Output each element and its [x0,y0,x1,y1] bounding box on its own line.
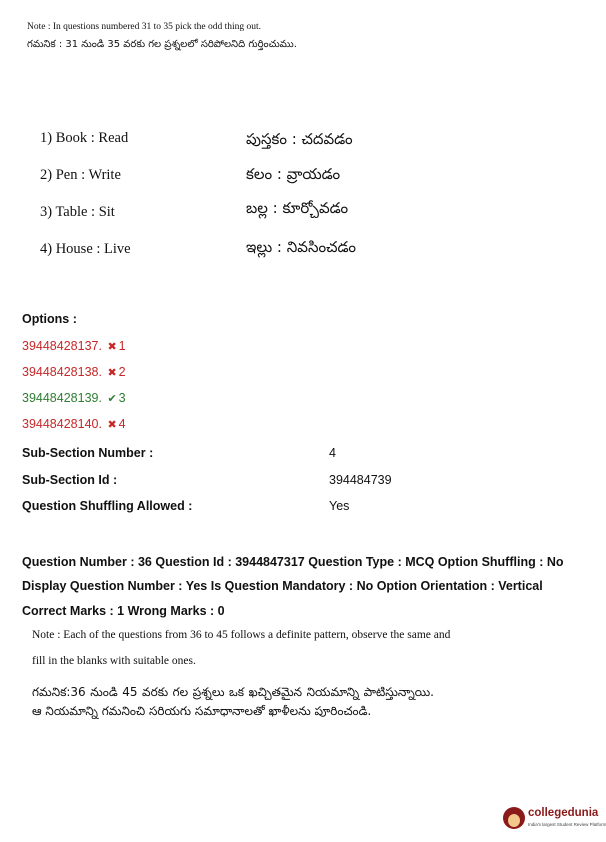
subsection-number-value: 4 [329,446,336,460]
question-shuffling-value: Yes [329,499,350,513]
item-3-english: 3) Table : Sit [40,204,115,220]
option-id: 39448428137. [22,339,102,353]
item-1-telugu: పుస్తకం : చదవడం [246,130,353,148]
option-3 [22,391,126,405]
question-shuffling-label: Question Shuffling Allowed : [22,499,193,513]
question-meta-line-2: Display Question Number : Yes Is Question Mandatory : No Option Orientation : Vertical [22,579,543,593]
item-2-english: 2) Pen : Write [40,167,121,183]
option-answer: 4 [118,417,126,431]
option-answer: 1 [118,339,126,353]
logo-tagline: India's largest Student Review Platform [528,822,606,827]
check-icon: ✔ [107,393,117,405]
option-answer: 3 [118,391,126,405]
subsection-id-label: Sub-Section Id : [22,473,118,487]
item-1-english: 1) Book : Read [40,130,129,146]
option-answer: 2 [118,365,126,379]
question-meta-line-3: Correct Marks : 1 Wrong Marks : 0 [22,604,225,618]
cross-icon: ✖ [107,367,117,379]
instruction-english-line-1: Note : Each of the questions from 36 to 45 follows a definite pattern, observe the same and [32,629,451,641]
item-4-telugu: ఇల్లు : నివసించడం [246,238,356,256]
option-1 [22,339,126,353]
note-telugu: గమనిక : 31 నుండి 35 వరకు గల ప్రశ్నలలో సరిపోలనిది గుర్తించుము. [27,39,297,50]
subsection-number-label: Sub-Section Number : [22,446,154,460]
instruction-telugu: గమనిక:36 నుండి 45 వరకు గల ప్రశ్నలు ఒక ఖచ్చితమైన నియమాన్ని పాటిస్తున్నాయి. ఆ నియమాన్ని గమనించి సరియగు సమాధానాలతో ఖాళీలను పూరించండి. [32,685,434,718]
option-id: 39448428140. [22,417,102,431]
options-heading: Options : [22,312,77,326]
option-id: 39448428138. [22,365,102,379]
note-english: Note : In questions numbered 31 to 35 pick the odd thing out. [27,22,262,32]
collegedunia-logo [503,805,606,835]
option-4 [22,417,126,431]
item-4-english: 4) House : Live [40,241,131,257]
mascot-icon [503,807,525,829]
option-2 [22,365,126,379]
cross-icon: ✖ [107,341,117,353]
item-3-telugu: బల్ల : కూర్చోవడం [246,199,349,217]
question-meta-line-1: Question Number : 36 Question Id : 3944847317 Question Type : MCQ Option Shuffling : No [22,555,564,569]
item-2-telugu: కలం : వ్రాయడం [246,165,341,183]
subsection-id-value: 394484739 [329,473,392,487]
cross-icon: ✖ [107,419,117,431]
option-id: 39448428139. [22,391,102,405]
instruction-english-line-2: fill in the blanks with suitable ones. [32,655,196,667]
logo-name: collegedunia [528,807,599,819]
